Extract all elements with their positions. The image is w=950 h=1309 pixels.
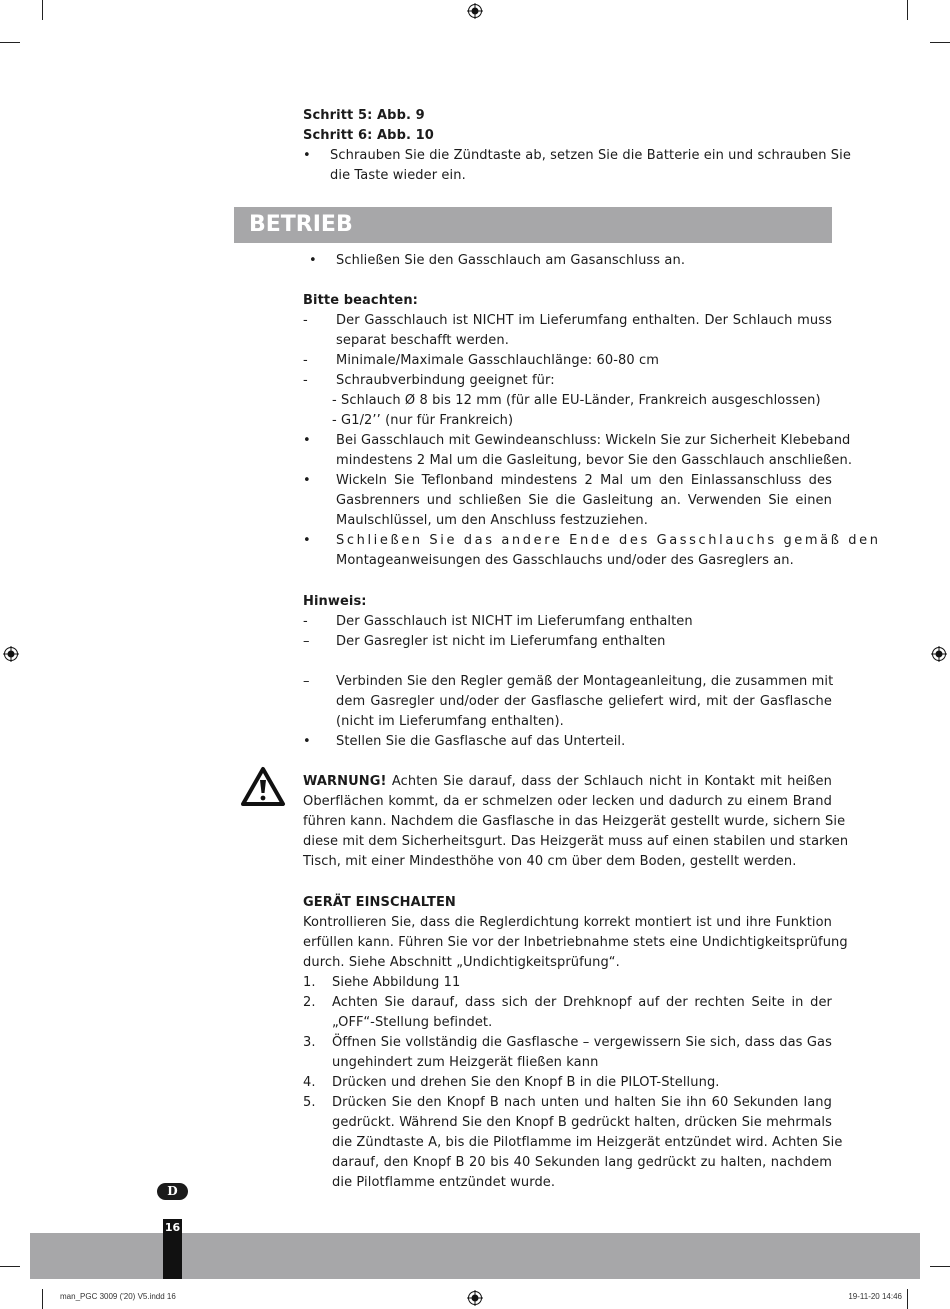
section-title: BETRIEB bbox=[249, 212, 353, 237]
step-text: die Zündtaste A, bis die Pilotflamme im Heizgerät entzündet wird. Achten Sie bbox=[332, 1135, 843, 1150]
page-number: 16 bbox=[164, 1221, 181, 1234]
power-on-section bbox=[303, 893, 848, 1193]
paragraph-line: erfüllen kann. Führen Sie vor der Inbetriebnahme stets eine Undichtigkeitsprüfung bbox=[303, 935, 848, 950]
dash-marker: - bbox=[303, 614, 308, 629]
crop-mark bbox=[930, 1266, 950, 1267]
dash-marker: – bbox=[303, 674, 310, 689]
crop-mark bbox=[42, 1289, 43, 1309]
dash-marker: - bbox=[303, 353, 308, 368]
step-text: „OFF“-Stellung befindet. bbox=[332, 1015, 493, 1030]
step-text: ungehindert zum Heizgerät fließen kann bbox=[332, 1055, 599, 1070]
warning-text: Tisch, mit einer Mindesthöhe von 40 cm über dem Boden, gestellt werden. bbox=[303, 854, 797, 869]
warning-text: diese mit dem Sicherheitsgurt. Das Heizgerät muss auf einen stabilen und starken bbox=[303, 834, 849, 849]
list-item-text: Schließen Sie das andere Ende des Gasschlauchs gemäß den bbox=[336, 533, 881, 548]
list-item-text: Bei Gasschlauch mit Gewindeanschluss: Wickeln Sie zur Sicherheit Klebeband bbox=[336, 433, 851, 448]
list-item-text: die Taste wieder ein. bbox=[330, 168, 466, 183]
step-text: Achten Sie darauf, dass sich der Drehknopf auf der rechten Seite in der bbox=[332, 995, 832, 1010]
hint-section bbox=[303, 592, 832, 752]
bullet-marker: • bbox=[309, 253, 317, 268]
crop-mark bbox=[0, 42, 20, 43]
step-number: 5. bbox=[303, 1095, 316, 1110]
bullet-marker: • bbox=[303, 473, 311, 488]
list-item-text: separat beschafft werden. bbox=[336, 333, 509, 348]
list-item-text: Maulschlüssel, um den Anschluss festzuziehen. bbox=[336, 513, 648, 528]
list-item-text: Montageanweisungen des Gasschlauchs und/oder des Gasreglers an. bbox=[336, 553, 794, 568]
bullet-marker: • bbox=[303, 148, 311, 163]
step-number: 3. bbox=[303, 1035, 316, 1050]
list-item-text: dem Gasregler und/oder der Gasflasche geliefert wird, mit der Gasflasche bbox=[336, 694, 832, 709]
list-item-text: Schrauben Sie die Zündtaste ab, setzen Sie die Batterie ein und schrauben Sie bbox=[330, 148, 851, 163]
step-text: gedrückt. Während Sie den Knopf B gedrückt halten, drücken Sie mehrmals bbox=[332, 1115, 832, 1130]
crop-mark bbox=[907, 1289, 908, 1309]
sub-list-item: - Schlauch Ø 8 bis 12 mm (für alle EU-Länder, Frankreich ausgeschlossen) bbox=[332, 393, 821, 408]
step-text: die Pilotflamme entzündet wurde. bbox=[332, 1175, 556, 1190]
slug-timestamp: 19-11-20 14:46 bbox=[848, 1292, 902, 1301]
registration-mark-icon bbox=[467, 3, 483, 19]
warning-text: Achten Sie darauf, dass der Schlauch nicht in Kontakt mit heißen bbox=[391, 774, 832, 789]
bullet-marker: • bbox=[303, 433, 311, 448]
step-5-label: Schritt 5: Abb. 9 bbox=[303, 108, 425, 123]
list-item-text: Wickeln Sie Teflonband mindestens 2 Mal um den Einlassanschluss des bbox=[336, 473, 832, 488]
step-number: 1. bbox=[303, 975, 316, 990]
hint-heading: Hinweis: bbox=[303, 594, 367, 609]
sub-list-item: - G1/2’’ (nur für Frankreich) bbox=[332, 413, 514, 428]
list-item-text: Schließen Sie den Gasschlauch am Gasanschluss an. bbox=[336, 253, 686, 268]
paragraph-line: durch. Siehe Abschnitt „Undichtigkeitsprüfung“. bbox=[303, 955, 620, 970]
list-item-text: Gasbrenners und schließen Sie die Gasleitung an. Verwenden Sie einen bbox=[336, 493, 832, 508]
warning-triangle-icon bbox=[240, 766, 286, 807]
list-item-text: (nicht im Lieferumfang enthalten). bbox=[336, 714, 564, 729]
list-item-text: Stellen Sie die Gasflasche auf das Unterteil. bbox=[336, 734, 626, 749]
crop-mark bbox=[0, 1266, 20, 1267]
crop-mark bbox=[42, 0, 43, 20]
list-item-text: Minimale/Maximale Gasschlauchlänge: 60-80 cm bbox=[336, 353, 660, 368]
list-item-text: Verbinden Sie den Regler gemäß der Montageanleitung, die zusammen mit bbox=[336, 674, 834, 689]
dash-marker: - bbox=[303, 373, 308, 388]
warning-block bbox=[303, 772, 849, 872]
note-heading: Bitte beachten: bbox=[303, 293, 418, 308]
step-block bbox=[303, 106, 851, 186]
bullet-marker: • bbox=[303, 533, 311, 548]
slug-filename: man_PGC 3009 ('20) V5.indd 16 bbox=[60, 1292, 176, 1301]
step-6-label: Schritt 6: Abb. 10 bbox=[303, 128, 434, 143]
power-on-heading: GERÄT EINSCHALTEN bbox=[303, 895, 456, 910]
list-item-text: Der Gasschlauch ist NICHT im Lieferumfang enthalten bbox=[336, 614, 693, 629]
list-item-text: Der Gasregler ist nicht im Lieferumfang enthalten bbox=[336, 634, 666, 649]
registration-mark-icon bbox=[467, 1290, 483, 1306]
dash-marker: – bbox=[303, 634, 310, 649]
warning-text: Oberflächen kommt, da er schmelzen oder lecken und dadurch zu einem Brand bbox=[303, 794, 832, 809]
warning-label: WARNUNG! bbox=[303, 774, 387, 789]
step-number: 2. bbox=[303, 995, 316, 1010]
paragraph-line: Kontrollieren Sie, dass die Reglerdichtung korrekt montiert ist und ihre Funktion bbox=[303, 915, 832, 930]
step-text: Öffnen Sie vollständig die Gasflasche – vergewissern Sie sich, dass das Gas bbox=[332, 1035, 832, 1050]
warning-text: führen kann. Nachdem die Gasflasche in das Heizgerät gestellt wurde, sichern Sie bbox=[303, 814, 846, 829]
list-item-text: Schraubverbindung geeignet für: bbox=[336, 373, 555, 388]
crop-mark bbox=[930, 42, 950, 43]
registration-mark-icon bbox=[3, 646, 19, 662]
step-text: Drücken Sie den Knopf B nach unten und halten Sie ihn 60 Sekunden lang bbox=[332, 1095, 832, 1110]
step-text: Siehe Abbildung 11 bbox=[332, 975, 461, 990]
bullet-marker: • bbox=[303, 734, 311, 749]
language-badge: D bbox=[157, 1183, 188, 1200]
registration-mark-icon bbox=[931, 646, 947, 662]
list-item-text: Der Gasschlauch ist NICHT im Lieferumfang enthalten. Der Schlauch muss bbox=[336, 313, 832, 328]
list-item-text: mindestens 2 Mal um die Gasleitung, bevor Sie den Gasschlauch anschließen. bbox=[336, 453, 853, 468]
crop-mark bbox=[907, 0, 908, 20]
operation-section bbox=[303, 251, 881, 571]
section-banner bbox=[234, 207, 832, 243]
step-number: 4. bbox=[303, 1075, 316, 1090]
step-text: darauf, den Knopf B 20 bis 40 Sekunden lang gedrückt zu halten, nachdem bbox=[332, 1155, 832, 1170]
step-text: Drücken und drehen Sie den Knopf B in die PILOT-Stellung. bbox=[332, 1075, 720, 1090]
dash-marker: - bbox=[303, 313, 308, 328]
